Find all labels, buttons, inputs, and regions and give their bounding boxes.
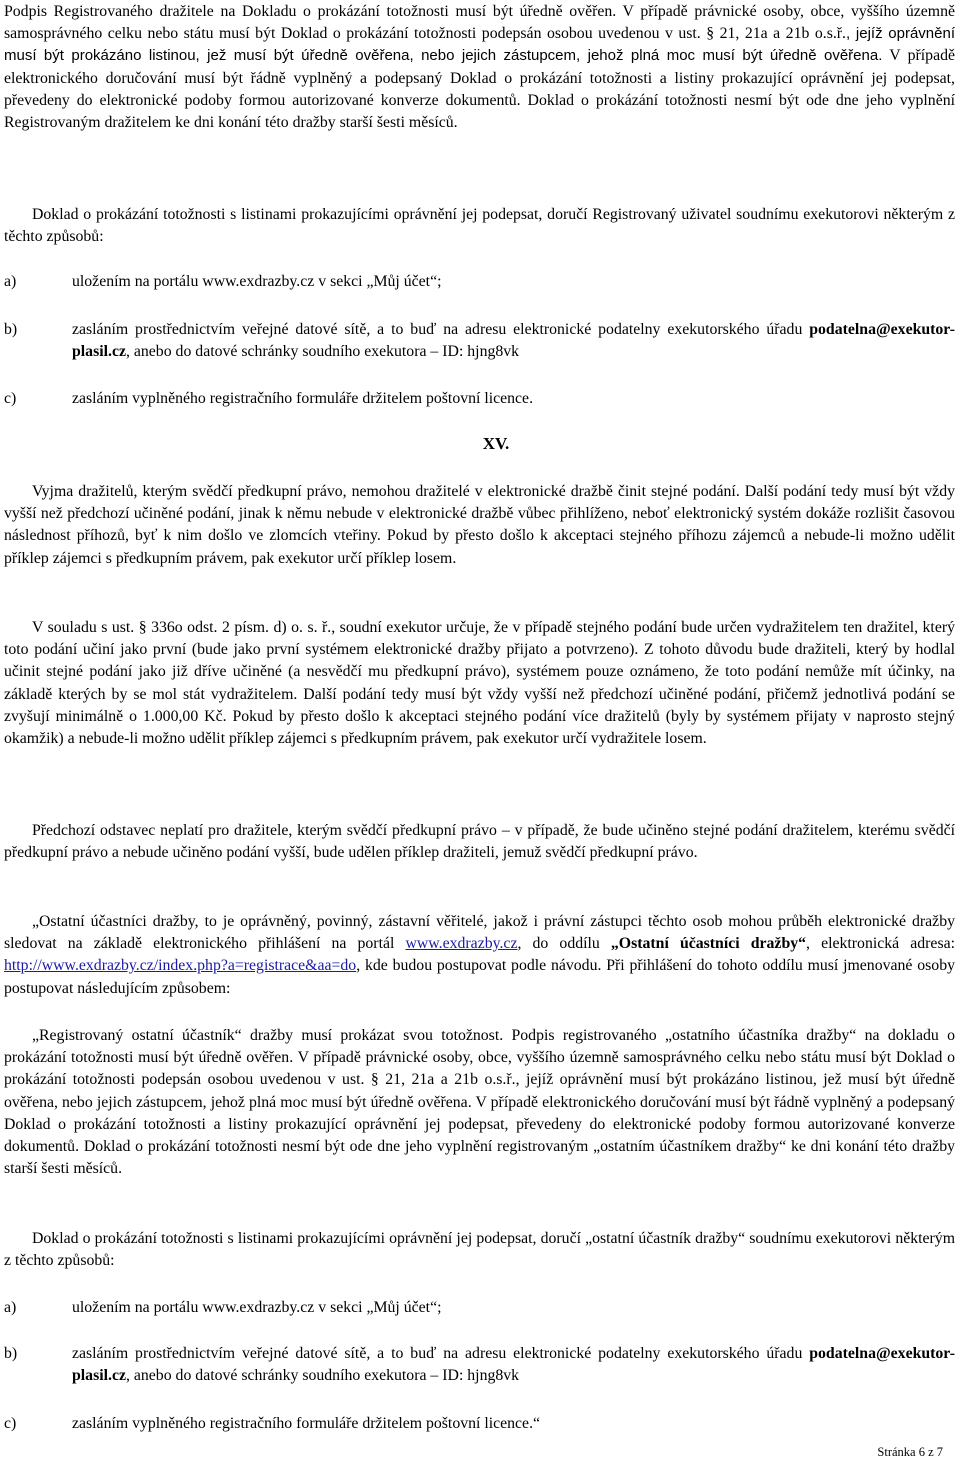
- list-text: uložením na portálu www.exdrazby.cz v sekci „Můj účet“;: [72, 273, 442, 290]
- paragraph-preemption-exception: Předchozí odstavec neplatí pro dražitele, kterým svědčí předkupní právo – v případě, že bude učiněno stejné podání dražitelem, kterému svědčí předkupní právo a nebude učiněno podání vyšší, bude udělen příklep dražiteli, jemuž svědčí předkupní právo.: [4, 822, 955, 862]
- email-address: podatelna@exekutor-plasil.cz: [72, 1345, 955, 1385]
- list-item-a-2: [4, 1297, 955, 1319]
- paragraph-text: Podpis Registrovaného dražitele na Dokladu o prokázání totožnosti musí být úředně ověřen. V případě právnické osoby, obce, vyššího územně samosprávného celku nebo státu musí být Doklad o prokázání totožnosti podepsán osobou uvedenou v ust. § 21, 21a a 21b o.s.ř.: [4, 3, 955, 43]
- list-label: a): [4, 1299, 17, 1316]
- portal-link[interactable]: www.exdrazby.cz: [405, 935, 518, 953]
- paragraph-registered-participant: „Registrovaný ostatní účastník“ dražby musí prokázat svou totožnost. Podpis registrovaného „ostatního účastníka dražby“ na dokladu o prokázání totožnosti musí být úředně ověřen. V případě právnické osoby, obce, vyššího územně samosprávného celku nebo státu musí být Doklad o prokázání totožnosti podepsán osobou uvedenou v ust. § 21, 21a a 21b o.s.ř., jejíž oprávnění musí být prokázáno listinou, jež musí být úředně ověřena, nebo jejich zástupcem, jehož plná moc musí být úředně ověřena. V případě elektronického doručování musí být řádně vyplněný a podepsaný Doklad o prokázání totožnosti a listiny prokazující oprávnění jej podepsat, převedeny do elektronické podoby formou autorizované konverze dokumentů. Doklad o prokázání totožnosti nesmí být ode dne jeho vyplnění registrovaným „ostatním účastníkem dražby“ ke dni konání této dražby starší šesti měsíců.: [4, 1027, 955, 1178]
- paragraph-text: , do oddílu: [517, 935, 611, 953]
- page-number: Stránka 6 z 7: [877, 1445, 943, 1459]
- list-item-c-2: [4, 1413, 955, 1435]
- paragraph-tie-resolution: V souladu s ust. § 336o odst. 2 písm. d) o. s. ř., soudní exekutor určuje, že v případě stejného podání bude určen vydražitelem ten dražitel, který toto podání učiní jako první (bude jako první systémem elektronické dražby přijato a potvrzeno). Z tohoto důvodu bude dražiteli, který by hodlal učinit stejné podání jako již dříve učiněné (a nesvědčí mu předkupní právo), systémem pouze oznámeno, že toto podání nemůže mít účinky, na základě kterých by se mol stát vydražitelem. Další podání tedy musí být vždy vyšší než předchozí učiněné podání, přičemž jednotlivá podání se zvyšují minimálně o 1.000,00 Kč. Pokud by přesto došlo k akceptaci stejného podání více dražitelů (byly by systémem přijaty v naprosto stejný okamžik) a nebude-li možno udělit příklep zájemci s předkupním právem, pak exekutor určí vydražitele losem.: [4, 619, 955, 748]
- list-item-c: [4, 388, 955, 410]
- paragraph-text: , kde budou postupovat podle návodu. Při přihlášení do tohoto oddílu musí jmenované osoby postupovat následujícím způsobem:: [4, 957, 955, 997]
- list-label: b): [4, 321, 18, 338]
- section-heading: XV.: [482, 434, 510, 453]
- list-label: c): [4, 390, 17, 407]
- list-item-b: [4, 319, 955, 363]
- paragraph-signature-verification: [4, 1, 955, 134]
- registration-link[interactable]: http://www.exdrazby.cz/index.php?a=registrace&aa=do: [4, 957, 357, 975]
- paragraph-text: , elektronická adresa:: [806, 935, 955, 953]
- list-text: zasláním vyplněného registračního formuláře držitelem poštovní licence.: [72, 390, 534, 407]
- list-label: b): [4, 1345, 18, 1362]
- list-text: zasláním prostřednictvím veřejné datové sítě, a to buď na adresu elektronické podatelny exekutorského úřadu: [72, 1345, 810, 1362]
- paragraph-delivery-methods-intro: Doklad o prokázání totožnosti s listinami prokazujícími oprávnění jej podepsat, doručí Registrovaný uživatel soudnímu exekutorovi některým z těchto způsobů:: [4, 206, 955, 246]
- paragraph-text-sans: , jejíž oprávnění musí být prokázáno listinou, jež musí být úředně ověřena, nebo jejich zástupcem, jehož plná moc musí být úředně ověřena.: [4, 25, 955, 65]
- list-text: zasláním prostřednictvím veřejné datové sítě, a to buď na adresu elektronické podatelny exekutorského úřadu: [72, 321, 810, 338]
- paragraph-delivery-methods-intro-2: Doklad o prokázání totožnosti s listinami prokazujícími oprávnění jej podepsat, doručí „ostatní účastník dražby“ soudnímu exekutorovi některým z těchto způsobů:: [4, 1230, 955, 1270]
- email-address: podatelna@exekutor-plasil.cz: [72, 321, 955, 361]
- paragraph-text: V případě elektronického doručování musí být řádně vyplněný a podepsaný Doklad o prokázání totožnosti a listiny prokazující oprávnění jej podepsat, převedeny do elektronické podoby formou autorizované konverze dokumentů. Doklad o prokázání totožnosti nesmí být ode dne jeho vyplnění Registrovaným dražitelem ke dni konání této dražby starší šesti měsíců.: [4, 47, 956, 132]
- list-text: uložením na portálu www.exdrazby.cz v sekci „Můj účet“;: [72, 1299, 442, 1316]
- list-text-wrap: [72, 1343, 955, 1387]
- list-text-wrap: [72, 319, 955, 363]
- list-label: c): [4, 1415, 17, 1432]
- list-text: zasláním vyplněného registračního formuláře držitelem poštovní licence.“: [72, 1415, 541, 1432]
- list-text: , anebo do datové schránky soudního exekutora – ID: hjng8vk: [125, 1367, 520, 1385]
- list-label: a): [4, 273, 17, 290]
- list-text: , anebo do datové schránky soudního exekutora – ID: hjng8vk: [125, 343, 520, 361]
- paragraph-same-bid-rule: Vyjma dražitelů, kterým svědčí předkupní právo, nemohou dražitelé v elektronické dražbě činit stejné podání. Další podání tedy musí být vždy vyšší než předchozí učiněné podání, jinak k němu nebude v elektronické dražbě vůbec přihlíženo, neboť elektronický systém dokáže rozlišit časovou následnost příhozů, byť k nim došlo ve zlomcích vteřiny. Pokud by přesto došlo k akceptaci stejného příhozu zájemců a nebude-li možno udělit příklep zájemci s předkupním právem, pak exekutor určí příklep losem.: [4, 483, 955, 567]
- section-name-bold: „Ostatní účastníci dražby“: [610, 935, 807, 953]
- paragraph-text: „Ostatní účastníci dražby, to je oprávněný, povinný, zástavní věřitelé, jakož i právní zástupci těchto osob mohou průběh elektronické dražby sledovat na základě elektronického přihlášení na portál: [4, 913, 955, 953]
- paragraph-other-participants: [4, 911, 955, 1000]
- list-item-a: [4, 271, 955, 293]
- list-item-b-2: [4, 1343, 955, 1387]
